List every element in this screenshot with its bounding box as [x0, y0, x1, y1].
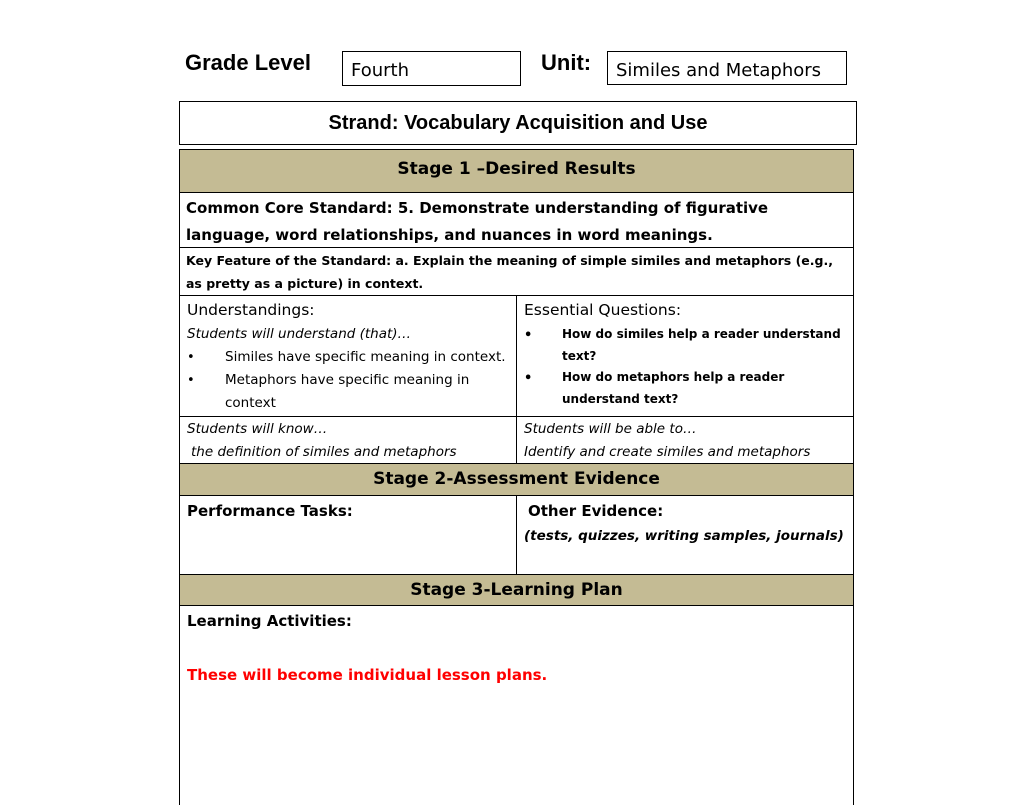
unit-field[interactable]: Similes and Metaphors — [607, 51, 847, 85]
stage2-header: Stage 2-Assessment Evidence — [179, 463, 854, 496]
strand-title: Strand: Vocabulary Acquisition and Use — [179, 101, 857, 145]
common-core-standard: Common Core Standard: 5. Demonstrate understanding of figurative language, word relationships, and nuances in word meanings. — [179, 192, 854, 248]
list-item: • Similes have specific meaning in context. — [187, 346, 511, 369]
unit-label: Unit: — [541, 50, 592, 75]
bullet-icon: • — [187, 350, 195, 365]
understandings-list — [187, 346, 511, 415]
list-item: • How do similes help a reader understand text? — [524, 324, 847, 367]
learning-activities-cell — [179, 605, 854, 805]
bullet-icon: • — [524, 371, 533, 386]
students-know-intro: Students will know… — [187, 421, 328, 437]
bullet-icon: • — [524, 328, 533, 343]
list-item: • Metaphors have specific meaning in context — [187, 369, 511, 415]
essential-questions-cell — [516, 295, 854, 417]
list-item: • How do metaphors help a reader understand text? — [524, 367, 847, 410]
students-able-value: Identify and create similes and metaphors — [524, 444, 811, 460]
grade-level-field[interactable]: Fourth — [342, 51, 521, 86]
bullet-icon: • — [187, 373, 195, 388]
students-know-cell — [179, 416, 517, 464]
grade-level-label: Grade Level — [185, 50, 311, 75]
key-feature: Key Feature of the Standard: a. Explain the meaning of simple similes and metaphors (e.g., as pretty as a picture) in context. — [179, 247, 854, 296]
lesson-plans-note: These will become individual lesson plans. — [187, 666, 548, 684]
students-know-value: the definition of similes and metaphors — [191, 444, 457, 460]
other-evidence-label: Other Evidence: — [528, 502, 664, 520]
students-able-cell — [516, 416, 854, 464]
understandings-intro: Students will understand (that)… — [187, 326, 412, 342]
essential-questions-list — [524, 324, 847, 410]
stage3-header: Stage 3-Learning Plan — [179, 574, 854, 606]
essential-questions-heading: Essential Questions: — [524, 301, 682, 319]
learning-activities-label: Learning Activities: — [187, 612, 352, 630]
other-evidence-cell — [516, 495, 854, 575]
performance-tasks-label: Performance Tasks: — [187, 502, 353, 520]
students-able-intro: Students will be able to… — [524, 421, 697, 437]
other-evidence-detail: (tests, quizzes, writing samples, journals) — [524, 528, 844, 544]
performance-tasks-cell — [179, 495, 517, 575]
stage1-header: Stage 1 –Desired Results — [179, 149, 854, 193]
planning-table — [179, 149, 854, 789]
understandings-heading: Understandings: — [187, 301, 315, 319]
understandings-cell — [179, 295, 517, 417]
